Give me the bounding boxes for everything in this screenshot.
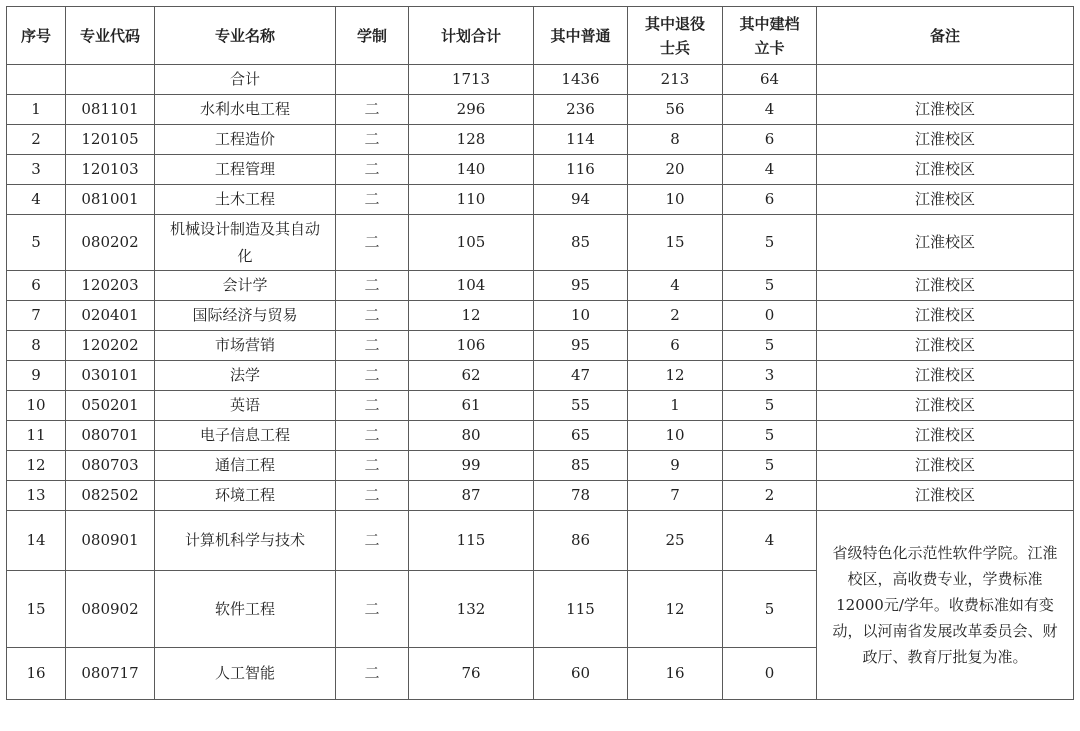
table-row xyxy=(7,481,1074,511)
cell-plan: 76 xyxy=(409,648,534,700)
cell-remark: 江淮校区 xyxy=(817,95,1074,125)
cell-years: 二 xyxy=(336,511,409,571)
cell-poor: 4 xyxy=(723,511,817,571)
cell-no: 7 xyxy=(7,301,66,331)
cell-plan: 132 xyxy=(409,571,534,648)
cell-poor: 4 xyxy=(723,155,817,185)
cell-no: 1 xyxy=(7,95,66,125)
cell-name: 市场营销 xyxy=(155,331,336,361)
cell-remark: 江淮校区 xyxy=(817,155,1074,185)
cell-years: 二 xyxy=(336,421,409,451)
cell-code: 080703 xyxy=(66,451,155,481)
table-row xyxy=(7,331,1074,361)
total-plan: 1713 xyxy=(409,65,534,95)
cell-regular: 60 xyxy=(534,648,628,700)
header-plan: 计划合计 xyxy=(409,7,534,65)
total-poor: 64 xyxy=(723,65,817,95)
cell-code: 080202 xyxy=(66,215,155,271)
cell-plan: 140 xyxy=(409,155,534,185)
cell-veterans: 16 xyxy=(628,648,723,700)
cell-remark: 江淮校区 xyxy=(817,361,1074,391)
cell-years: 二 xyxy=(336,301,409,331)
total-no xyxy=(7,65,66,95)
table-row xyxy=(7,421,1074,451)
cell-veterans: 7 xyxy=(628,481,723,511)
cell-code: 080902 xyxy=(66,571,155,648)
cell-poor: 0 xyxy=(723,648,817,700)
cell-years: 二 xyxy=(336,125,409,155)
cell-code: 050201 xyxy=(66,391,155,421)
cell-no: 9 xyxy=(7,361,66,391)
cell-poor: 4 xyxy=(723,95,817,125)
cell-code: 120202 xyxy=(66,331,155,361)
total-years xyxy=(336,65,409,95)
cell-veterans: 10 xyxy=(628,421,723,451)
cell-veterans: 6 xyxy=(628,331,723,361)
cell-poor: 3 xyxy=(723,361,817,391)
cell-name: 国际经济与贸易 xyxy=(155,301,336,331)
cell-veterans: 15 xyxy=(628,215,723,271)
cell-plan: 12 xyxy=(409,301,534,331)
cell-no: 13 xyxy=(7,481,66,511)
header-veterans: 其中退役士兵 xyxy=(628,7,723,65)
cell-plan: 80 xyxy=(409,421,534,451)
header-poor: 其中建档立卡 xyxy=(723,7,817,65)
cell-plan: 296 xyxy=(409,95,534,125)
cell-code: 081101 xyxy=(66,95,155,125)
cell-veterans: 9 xyxy=(628,451,723,481)
cell-years: 二 xyxy=(336,155,409,185)
cell-years: 二 xyxy=(336,391,409,421)
header-no: 序号 xyxy=(7,7,66,65)
cell-years: 二 xyxy=(336,481,409,511)
cell-code: 120105 xyxy=(66,125,155,155)
cell-poor: 5 xyxy=(723,331,817,361)
cell-regular: 55 xyxy=(534,391,628,421)
header-row xyxy=(7,7,1074,65)
cell-regular: 94 xyxy=(534,185,628,215)
cell-veterans: 8 xyxy=(628,125,723,155)
cell-remark: 江淮校区 xyxy=(817,391,1074,421)
cell-plan: 110 xyxy=(409,185,534,215)
enrollment-plan-table xyxy=(6,6,1074,700)
table-row xyxy=(7,125,1074,155)
cell-plan: 62 xyxy=(409,361,534,391)
table-row xyxy=(7,95,1074,125)
cell-remark: 江淮校区 xyxy=(817,331,1074,361)
cell-code: 120203 xyxy=(66,271,155,301)
cell-regular: 115 xyxy=(534,571,628,648)
cell-veterans: 2 xyxy=(628,301,723,331)
cell-years: 二 xyxy=(336,95,409,125)
cell-name: 电子信息工程 xyxy=(155,421,336,451)
table-row xyxy=(7,301,1074,331)
cell-veterans: 20 xyxy=(628,155,723,185)
cell-plan: 104 xyxy=(409,271,534,301)
cell-name: 土木工程 xyxy=(155,185,336,215)
cell-regular: 116 xyxy=(534,155,628,185)
cell-name: 人工智能 xyxy=(155,648,336,700)
cell-remark: 江淮校区 xyxy=(817,481,1074,511)
cell-code: 081001 xyxy=(66,185,155,215)
cell-regular: 236 xyxy=(534,95,628,125)
cell-regular: 86 xyxy=(534,511,628,571)
cell-plan: 128 xyxy=(409,125,534,155)
cell-years: 二 xyxy=(336,185,409,215)
cell-years: 二 xyxy=(336,361,409,391)
total-veterans: 213 xyxy=(628,65,723,95)
cell-veterans: 25 xyxy=(628,511,723,571)
cell-years: 二 xyxy=(336,451,409,481)
cell-poor: 0 xyxy=(723,301,817,331)
cell-poor: 2 xyxy=(723,481,817,511)
cell-remark: 江淮校区 xyxy=(817,215,1074,271)
cell-code: 020401 xyxy=(66,301,155,331)
cell-plan: 61 xyxy=(409,391,534,421)
cell-no: 6 xyxy=(7,271,66,301)
cell-plan: 115 xyxy=(409,511,534,571)
cell-no: 2 xyxy=(7,125,66,155)
total-regular: 1436 xyxy=(534,65,628,95)
cell-name: 环境工程 xyxy=(155,481,336,511)
cell-remark: 江淮校区 xyxy=(817,271,1074,301)
cell-remark: 江淮校区 xyxy=(817,125,1074,155)
cell-code: 082502 xyxy=(66,481,155,511)
cell-veterans: 4 xyxy=(628,271,723,301)
merged-remark: 省级特色化示范性软件学院。江淮校区，高收费专业，学费标准12000元/学年。收费标准如有变动，以河南省发展改革委员会、财政厅、教育厅批复为准。 xyxy=(817,511,1074,700)
cell-code: 120103 xyxy=(66,155,155,185)
total-row xyxy=(7,65,1074,95)
table-row xyxy=(7,511,1074,571)
cell-plan: 99 xyxy=(409,451,534,481)
cell-poor: 5 xyxy=(723,451,817,481)
cell-plan: 106 xyxy=(409,331,534,361)
table-row xyxy=(7,155,1074,185)
cell-remark: 江淮校区 xyxy=(817,185,1074,215)
cell-poor: 6 xyxy=(723,185,817,215)
cell-veterans: 10 xyxy=(628,185,723,215)
cell-plan: 87 xyxy=(409,481,534,511)
cell-name: 通信工程 xyxy=(155,451,336,481)
cell-years: 二 xyxy=(336,648,409,700)
cell-no: 11 xyxy=(7,421,66,451)
cell-no: 10 xyxy=(7,391,66,421)
cell-no: 15 xyxy=(7,571,66,648)
cell-code: 030101 xyxy=(66,361,155,391)
cell-poor: 6 xyxy=(723,125,817,155)
cell-no: 14 xyxy=(7,511,66,571)
cell-no: 3 xyxy=(7,155,66,185)
table-row xyxy=(7,391,1074,421)
cell-regular: 95 xyxy=(534,271,628,301)
cell-name: 机械设计制造及其自动化 xyxy=(155,215,336,271)
cell-name: 会计学 xyxy=(155,271,336,301)
cell-code: 080901 xyxy=(66,511,155,571)
cell-remark: 江淮校区 xyxy=(817,421,1074,451)
cell-plan: 105 xyxy=(409,215,534,271)
cell-no: 4 xyxy=(7,185,66,215)
cell-years: 二 xyxy=(336,271,409,301)
cell-no: 12 xyxy=(7,451,66,481)
cell-name: 法学 xyxy=(155,361,336,391)
cell-poor: 5 xyxy=(723,215,817,271)
header-code: 专业代码 xyxy=(66,7,155,65)
cell-regular: 95 xyxy=(534,331,628,361)
table-row xyxy=(7,271,1074,301)
header-years: 学制 xyxy=(336,7,409,65)
cell-veterans: 12 xyxy=(628,571,723,648)
header-remark: 备注 xyxy=(817,7,1074,65)
cell-veterans: 12 xyxy=(628,361,723,391)
table-row xyxy=(7,361,1074,391)
cell-remark: 江淮校区 xyxy=(817,301,1074,331)
cell-no: 8 xyxy=(7,331,66,361)
header-regular: 其中普通 xyxy=(534,7,628,65)
cell-regular: 114 xyxy=(534,125,628,155)
cell-regular: 10 xyxy=(534,301,628,331)
cell-name: 水利水电工程 xyxy=(155,95,336,125)
cell-name: 工程管理 xyxy=(155,155,336,185)
table-row xyxy=(7,215,1074,271)
total-code xyxy=(66,65,155,95)
cell-poor: 5 xyxy=(723,271,817,301)
cell-poor: 5 xyxy=(723,391,817,421)
cell-regular: 47 xyxy=(534,361,628,391)
cell-name: 软件工程 xyxy=(155,571,336,648)
cell-years: 二 xyxy=(336,331,409,361)
table-row xyxy=(7,451,1074,481)
cell-regular: 65 xyxy=(534,421,628,451)
header-name: 专业名称 xyxy=(155,7,336,65)
total-remark xyxy=(817,65,1074,95)
cell-years: 二 xyxy=(336,215,409,271)
cell-remark: 江淮校区 xyxy=(817,451,1074,481)
cell-veterans: 1 xyxy=(628,391,723,421)
cell-regular: 85 xyxy=(534,451,628,481)
cell-poor: 5 xyxy=(723,571,817,648)
cell-name: 工程造价 xyxy=(155,125,336,155)
cell-code: 080717 xyxy=(66,648,155,700)
cell-regular: 85 xyxy=(534,215,628,271)
cell-name: 计算机科学与技术 xyxy=(155,511,336,571)
cell-no: 16 xyxy=(7,648,66,700)
cell-regular: 78 xyxy=(534,481,628,511)
cell-veterans: 56 xyxy=(628,95,723,125)
table-row xyxy=(7,185,1074,215)
cell-poor: 5 xyxy=(723,421,817,451)
total-label: 合计 xyxy=(155,65,336,95)
cell-name: 英语 xyxy=(155,391,336,421)
cell-code: 080701 xyxy=(66,421,155,451)
cell-years: 二 xyxy=(336,571,409,648)
cell-no: 5 xyxy=(7,215,66,271)
